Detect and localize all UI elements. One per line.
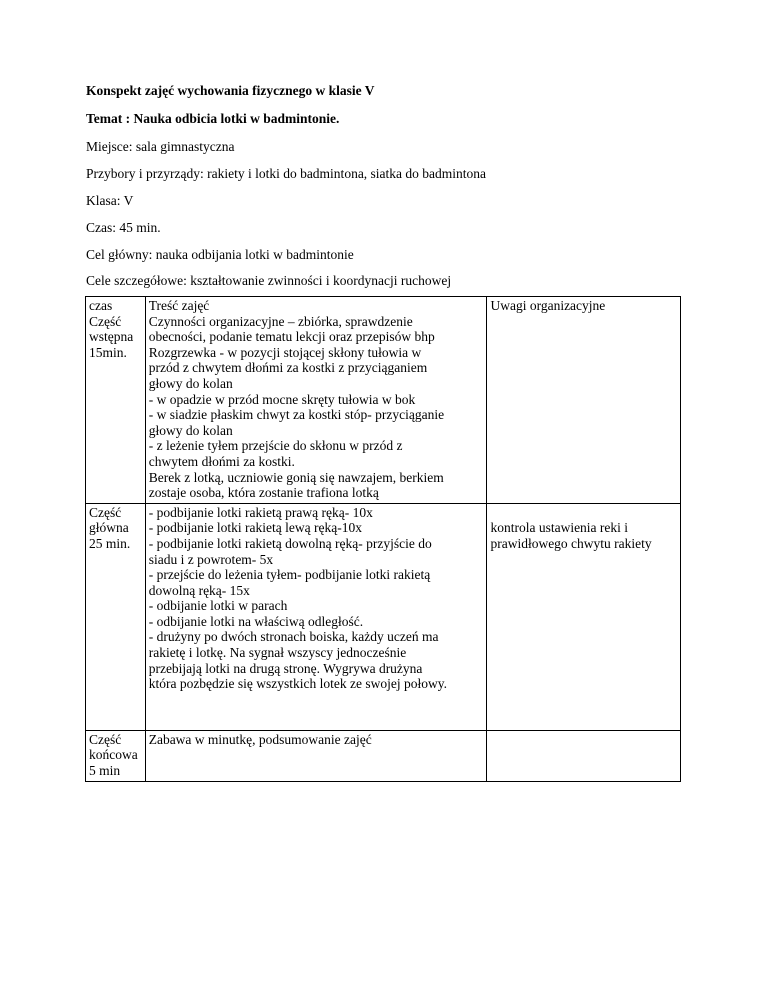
time-header: czas: [89, 298, 113, 313]
intro-line: - w siadzie płaskim chwyt za kostki stóp- przyciąganie: [148, 407, 445, 423]
intro-label-2: wstępna: [89, 329, 134, 345]
final-label-1: Część: [89, 731, 122, 747]
final-label-3: 5 min: [89, 763, 121, 779]
intro-line: przód z chwytem dłońmi za kostki z przyciąganiem: [148, 360, 428, 376]
main-line: - odbijanie lotki na właściwą odległość.: [148, 613, 364, 629]
specific-goals-line: Cele szczegółowe: kształtowanie zwinności i koordynacji ruchowej: [86, 273, 452, 288]
intro-line: zostaje osoba, która zostanie trafiona lotką: [148, 485, 379, 501]
main-line: dowolną ręką- 15x: [148, 582, 250, 598]
intro-line: - z leżenie tyłem przejście do skłonu w przód z: [148, 438, 403, 454]
time-cell-final: [86, 730, 146, 781]
intro-line: chwytem dłońmi za kostki.: [148, 453, 295, 469]
notes-cell-main: [487, 503, 681, 730]
intro-line: głowy do kolan: [148, 422, 233, 438]
final-label-2: końcowa: [89, 747, 138, 763]
content-cell-final: [145, 730, 487, 781]
cell-spacer: [149, 692, 485, 728]
intro-line: Berek z lotką, uczniowie gonią się nawzajem, berkiem: [148, 469, 444, 485]
document-title: Konspekt zajęć wychowania fizycznego w klasie V: [86, 83, 375, 98]
main-line: przebijają lotki na drugą stronę. Wygrywa drużyna: [148, 660, 423, 676]
table-row-main: [86, 503, 681, 730]
intro-label-3: 15min.: [89, 344, 127, 360]
main-label-3: 25 min.: [89, 535, 131, 551]
intro-line: Czynności organizacyjne – zbiórka, sprawdzenie: [148, 313, 413, 329]
lesson-topic: Temat : Nauka odbicia lotki w badmintonie.: [86, 111, 340, 126]
notes-header: Uwagi organizacyjne: [490, 298, 606, 313]
intro-line: Rozgrzewka - w pozycji stojącej skłony tułowia w: [148, 344, 422, 360]
final-line: Zabawa w minutkę, podsumowanie zajęć: [148, 731, 372, 747]
main-line: siadu i z powrotem- 5x: [148, 551, 274, 567]
time-line: Czas: 45 min.: [86, 220, 161, 235]
time-cell-intro: [86, 297, 146, 504]
main-line: - odbijanie lotki w parach: [148, 598, 288, 614]
main-note-line: prawidłowego chwytu rakiety: [490, 535, 652, 551]
notes-cell-intro: [487, 297, 681, 504]
main-line: rakietę i lotkę. Na sygnał wszyscy jednocześnie: [148, 645, 407, 661]
table-row-intro: [86, 297, 681, 504]
main-line: która pozbędzie się wszystkich lotek ze swojej połowy.: [148, 676, 447, 692]
main-line: - podbijanie lotki rakietą lewą ręką-10x: [148, 520, 362, 536]
content-header: Treść zajęć: [148, 298, 210, 313]
intro-label-1: Część: [89, 313, 122, 329]
table-row-final: [86, 730, 681, 781]
intro-line: obecności, podanie tematu lekcji oraz przepisów bhp: [148, 329, 435, 345]
class-line: Klasa: V: [86, 193, 134, 208]
main-label-2: główna: [89, 520, 129, 536]
lesson-plan-table: [85, 296, 681, 782]
content-cell-main: [145, 503, 487, 730]
notes-cell-final: [487, 730, 681, 781]
intro-line: głowy do kolan: [148, 375, 233, 391]
main-note-line: kontrola ustawienia reki i: [490, 520, 629, 536]
main-goal-line: Cel główny: nauka odbijania lotki w badmintonie: [86, 247, 354, 262]
main-line: - przejście do leżenia tyłem- podbijanie lotki rakietą: [148, 567, 431, 583]
time-cell-main: [86, 503, 146, 730]
equipment-line: Przybory i przyrządy: rakiety i lotki do badmintona, siatka do badmintona: [86, 166, 487, 181]
main-line: - drużyny po dwóch stronach boiska, każdy uczeń ma: [148, 629, 439, 645]
main-label-1: Część: [89, 504, 122, 520]
content-cell-intro: [145, 297, 487, 504]
main-line: - podbijanie lotki rakietą dowolną ręką- przyjście do: [148, 535, 432, 551]
intro-line: - w opadzie w przód mocne skręty tułowia w bok: [148, 391, 416, 407]
place-line: Miejsce: sala gimnastyczna: [86, 139, 235, 154]
cell-spacer: [490, 505, 678, 521]
main-line: - podbijanie lotki rakietą prawą ręką- 10x: [148, 504, 373, 520]
